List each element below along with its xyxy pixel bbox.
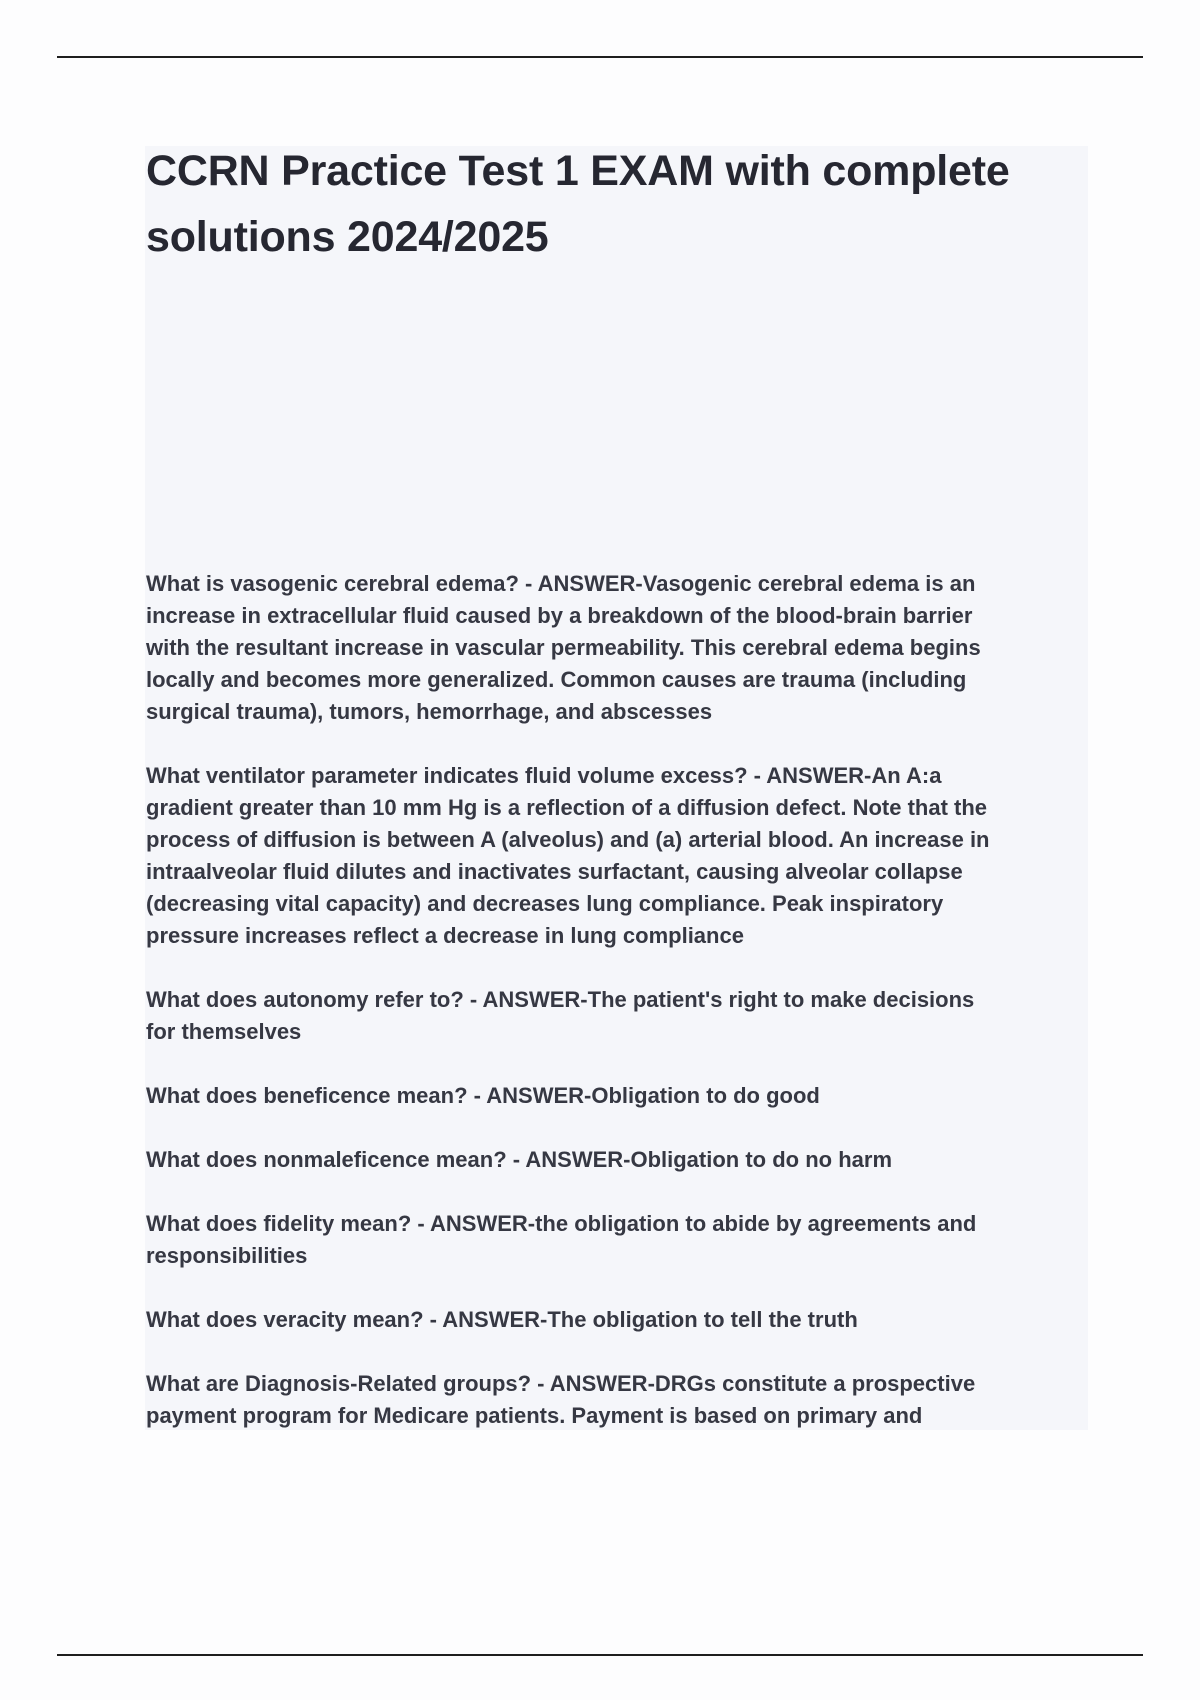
qa-item-diagnosis-related-groups: What are Diagnosis-Related groups? - ANSWER-DRGs constitute a prospective payment program for Medicare patients. Payment is based on primary and (146, 1371, 976, 1428)
qa-item-fidelity: What does fidelity mean? - ANSWER-the obligation to abide by agreements and responsibilities (146, 1211, 977, 1268)
qa-item-autonomy: What does autonomy refer to? - ANSWER-The patient's right to make decisions for themselves (146, 987, 975, 1044)
qa-item-beneficence: What does beneficence mean? - ANSWER-Obligation to do good (146, 1083, 820, 1108)
qa-item-vasogenic-edema: What is vasogenic cerebral edema? - ANSWER-Vasogenic cerebral edema is an increase in extracellular fluid caused by a breakdown of the blood-brain barrier with the resultant increase in vascular permeability. This cerebral edema begins locally and becomes more generalized. Common causes are trauma (including surgical trauma), tumors, hemorrhage, and abscesses (146, 571, 981, 724)
qa-item-nonmaleficence: What does nonmaleficence mean? - ANSWER-Obligation to do no harm (146, 1147, 893, 1172)
top-rule (57, 56, 1143, 58)
qa-item-veracity: What does veracity mean? - ANSWER-The obligation to tell the truth (146, 1307, 858, 1332)
qa-item-ventilator-parameter: What ventilator parameter indicates fluid volume excess? - ANSWER-An A:a gradient greater than 10 mm Hg is a reflection of a diffusion defect. Note that the process of diffusion is between A (alveolus) and (a) arterial blood. An increase in intraalveolar fluid dilutes and inactivates surfactant, causing alveolar collapse (decreasing vital capacity) and decreases lung compliance. Peak inspiratory pressure increases reflect a decrease in lung compliance (146, 763, 990, 948)
bottom-rule (57, 1654, 1143, 1656)
qa-list (146, 568, 1091, 1464)
document-title: CCRN Practice Test 1 EXAM with complete solutions 2024/2025 (146, 147, 1010, 261)
